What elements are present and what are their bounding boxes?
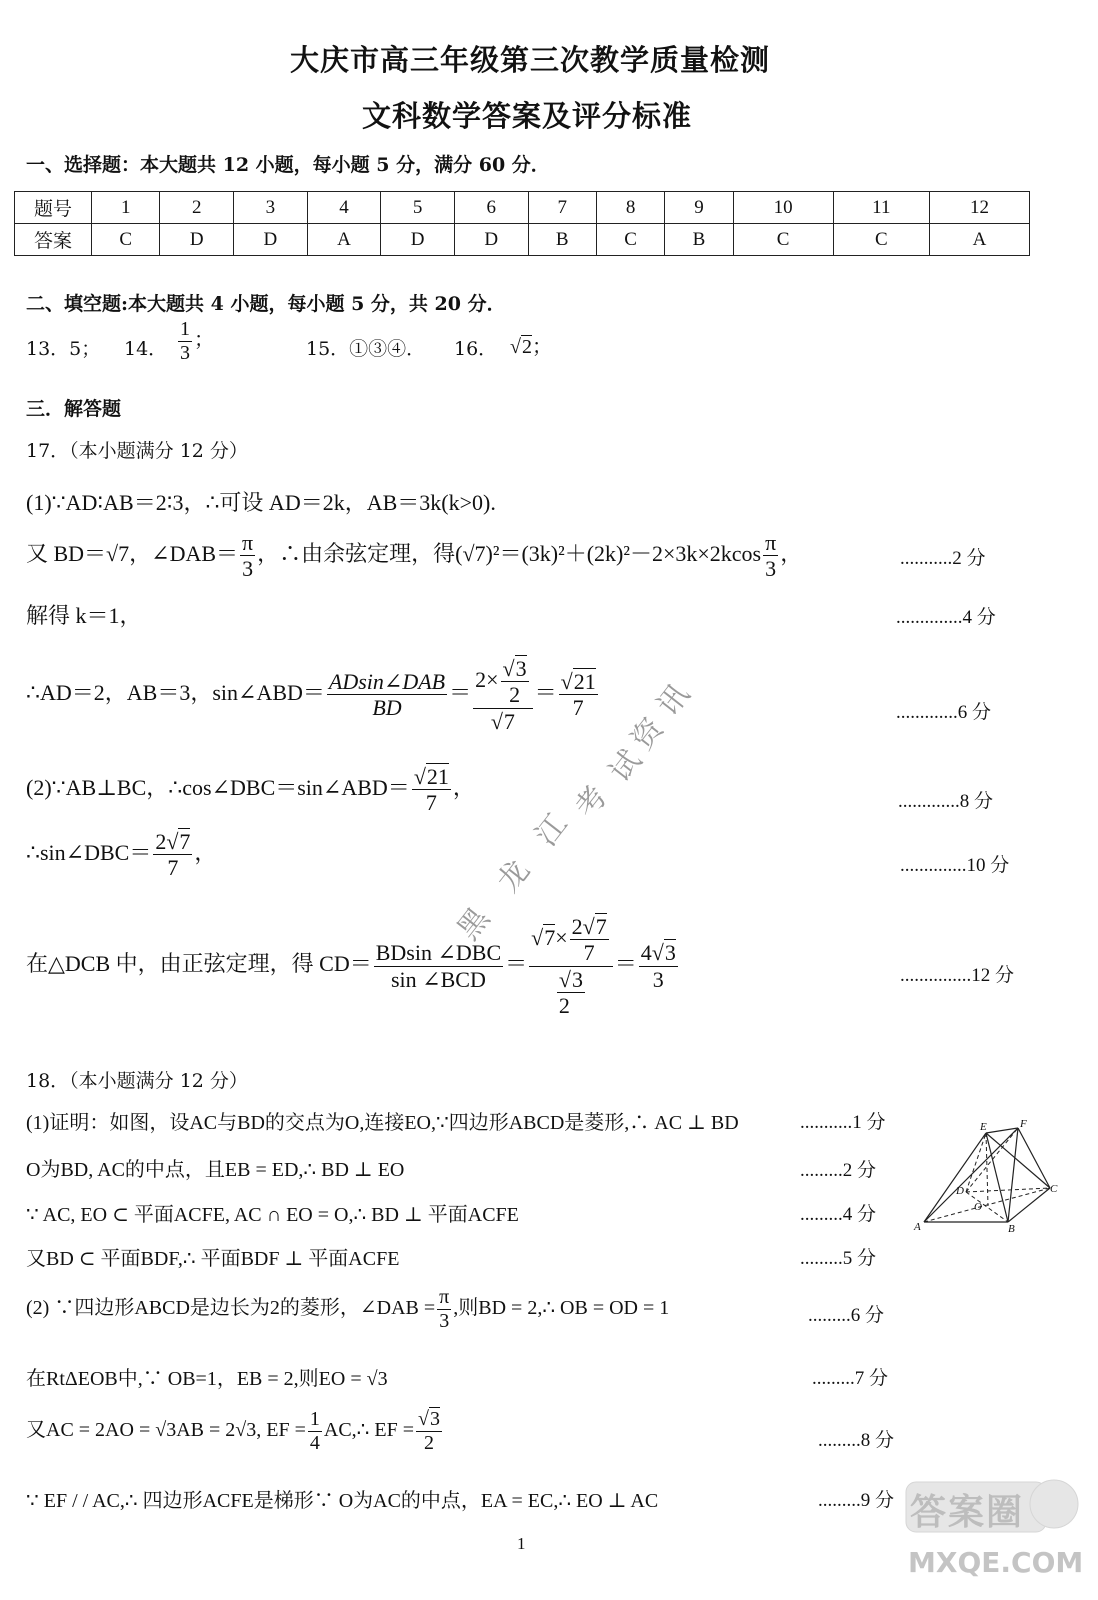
radicand: 21 — [426, 764, 449, 789]
radicand: 7 — [595, 914, 607, 939]
logo-text: 答案圈 — [910, 1492, 1025, 1533]
table-header-label: 题号 — [15, 192, 92, 224]
question-17-title: 17．（本小题满分 12 分） — [26, 440, 248, 462]
q18-line-2: O为BD, AC的中点，且EB = ED,∴ BD ⊥ EO — [26, 1159, 405, 1181]
fraction-denominator: 3 — [765, 556, 777, 582]
answer-14-label: 14． — [124, 338, 168, 360]
table-cell: 2 — [160, 192, 234, 224]
score-mark: .........5 分 — [800, 1248, 877, 1269]
q17-line-2 — [26, 530, 802, 582]
text: 2 — [571, 914, 583, 939]
answer-table — [14, 191, 1030, 256]
score-mark: ...........2 分 — [900, 548, 986, 569]
fraction-denominator: 3 — [652, 966, 664, 992]
q18-line-6: 在RtΔEOB中,∵ OB=1，EB = 2,则EO = √3 — [26, 1368, 388, 1390]
fraction-numerator: π — [242, 530, 254, 555]
table-cell: D — [454, 224, 528, 256]
fraction-numerator: 1 — [309, 1408, 320, 1430]
radicand: 7 — [179, 829, 191, 854]
fraction-denominator: 2 — [509, 682, 521, 708]
q18-line-1: (1)证明：如图，设AC与BD的交点为O,连接EO,∵四边形ABCD是菱形,∴ AC ⊥ BD — [26, 1112, 739, 1134]
answer-15: 15．①③④． — [306, 338, 426, 360]
table-cell: 1 — [92, 192, 160, 224]
table-cell: A — [930, 224, 1030, 256]
site-logo — [904, 1474, 1084, 1594]
point-label-a: A — [914, 1221, 921, 1233]
radicand: 3 — [664, 940, 676, 966]
score-mark: .........7 分 — [812, 1368, 889, 1389]
score-mark: ...............12 分 — [900, 965, 1015, 986]
table-cell: D — [160, 224, 234, 256]
fraction-denominator: 2 — [558, 992, 570, 1018]
fraction-numerator: 1 — [180, 318, 190, 340]
text: 2 — [155, 829, 167, 854]
logo-url: MXQE.COM — [908, 1546, 1084, 1579]
text: ∴AD＝2，AB＝3，sin∠ABD＝ — [26, 679, 325, 705]
q17-line-1: (1)∵AD∶AB＝2∶3，∴可设 AD＝2k，AB＝3k(k>0). — [26, 490, 496, 515]
question-18-title: 18．（本小题满分 12 分） — [26, 1070, 248, 1092]
equals: ＝ — [534, 679, 557, 705]
text: ， — [452, 774, 475, 800]
text: ,则BD = 2,∴ OB = OD = 1 — [453, 1297, 670, 1320]
section-solution-heading: 三．解答题 — [26, 398, 122, 420]
radicand: 3 — [515, 656, 527, 681]
text: ， — [194, 839, 217, 865]
text: 2× — [475, 666, 499, 692]
table-cell: 7 — [528, 192, 596, 224]
table-row-answers — [15, 224, 1030, 256]
q17-line-7: 在△DCB 中，由正弦定理，得 CD＝ $\frac{\text{BDsin ∠DBC}}{\text{sin ∠BCD}}$ ＝ √7× $\frac{2√7}{7}$ $\frac{√3}{2}$ ＝ $\frac{4√3}{3}$ — [26, 914, 676, 1018]
score-mark: ..............4 分 — [896, 607, 996, 628]
table-cell: 3 — [234, 192, 308, 224]
q17-line-6: ∴sin∠DBC＝ $\frac{2√7}{7}$ ， — [26, 829, 217, 881]
table-cell: C — [833, 224, 929, 256]
table-cell: 8 — [596, 192, 664, 224]
fraction-numerator: BDsin ∠DBC — [375, 940, 502, 966]
point-label-b: B — [1008, 1223, 1015, 1235]
separator: ； — [194, 329, 214, 352]
score-mark: .........8 分 — [818, 1430, 895, 1451]
text: AC,∴ EF = — [323, 1419, 415, 1442]
radicand: 7 — [544, 924, 556, 950]
point-label-c: C — [1050, 1183, 1058, 1195]
fraction-denominator: 3 — [242, 556, 254, 582]
table-cell: D — [234, 224, 308, 256]
radicand: 21 — [573, 669, 596, 695]
fraction-denominator: 7 — [425, 790, 437, 816]
q17-line-3: 解得 k＝1， — [26, 603, 142, 628]
point-label-e: E — [980, 1121, 987, 1133]
point-label-f: F — [1020, 1118, 1027, 1130]
radicand: 7 — [503, 708, 515, 734]
table-cell: A — [307, 224, 381, 256]
radicand: 2 — [521, 336, 532, 358]
separator: ； — [531, 336, 552, 358]
fraction-denominator: 3 — [439, 1310, 450, 1332]
watermark-char: 龙 — [490, 853, 537, 899]
score-mark: ...........1 分 — [800, 1112, 886, 1133]
text: (2)∵AB⊥BC，∴cos∠DBC＝sin∠ABD＝ — [26, 774, 410, 800]
text: 又 BD＝√7，∠DAB＝ — [26, 540, 239, 566]
q18-line-7: 又AC = 2AO = √3AB = 2√3, EF = $\frac{1}{4}$ AC,∴ EF = $\frac{√3}{2}$ — [26, 1408, 440, 1454]
table-cell: 10 — [733, 192, 833, 224]
watermark-char: 江 — [528, 807, 575, 853]
score-mark: .........2 分 — [800, 1160, 877, 1181]
q18-line-8: ∵ EF / / AC,∴ 四边形ACFE是梯形∵ O为AC的中点，EA = EC,∴ EO ⊥ AC — [26, 1490, 659, 1512]
score-mark: .............6 分 — [896, 702, 992, 723]
table-cell: D — [381, 224, 455, 256]
fraction-denominator: 3 — [180, 342, 190, 364]
answer-13: 13．5； — [26, 338, 101, 360]
table-header-label: 答案 — [15, 224, 92, 256]
equals: ＝ — [505, 951, 528, 977]
q18-line-4: 又BD ⊂ 平面BDF,∴ 平面BDF ⊥ 平面ACFE — [26, 1248, 400, 1270]
text: ∴sin∠DBC＝ — [26, 839, 152, 865]
table-cell: 4 — [307, 192, 381, 224]
q17-line-5: (2)∵AB⊥BC，∴cos∠DBC＝sin∠ABD＝ $\frac{√21}{7}$ ， — [26, 764, 475, 816]
section-fill-heading: 二、填空题:本大题共 4 小题，每小题 5 分，共 20 分． — [26, 293, 506, 315]
page-title: 大庆市高三年级第三次教学质量检测 — [290, 43, 771, 77]
table-row-numbers — [15, 192, 1030, 224]
score-mark: .........9 分 — [818, 1490, 895, 1511]
fraction-denominator: sin ∠BCD — [391, 966, 486, 992]
fraction-denominator: 7 — [167, 855, 179, 881]
watermark-char: 考 — [568, 779, 615, 825]
fraction-denominator: 7 — [583, 940, 595, 966]
geometry-figure — [910, 1118, 1060, 1236]
radicand: 3 — [430, 1408, 440, 1430]
table-cell: B — [665, 224, 733, 256]
section-choice-heading: 一、选择题：本大题共 12 小题，每小题 5 分，满分 60 分． — [26, 154, 550, 176]
point-label-o: O — [974, 1201, 982, 1213]
table-cell: C — [733, 224, 833, 256]
score-mark: .............8 分 — [898, 791, 994, 812]
q18-line-3: ∵ AC, EO ⊂ 平面ACFE, AC ∩ EO = O,∴ BD ⊥ 平面ACFE — [26, 1204, 519, 1226]
text: 在△DCB 中，由正弦定理，得 CD＝ — [26, 951, 372, 977]
table-cell: 5 — [381, 192, 455, 224]
page-subtitle: 文科数学答案及评分标准 — [362, 99, 693, 133]
watermark-char: 试 — [602, 743, 649, 789]
watermark-char: 资 — [624, 711, 671, 757]
score-mark: ..............10 分 — [900, 855, 1010, 876]
text: ， — [780, 540, 803, 566]
text: 4 — [640, 940, 652, 966]
table-cell: 11 — [833, 192, 929, 224]
q18-line-5 — [26, 1286, 669, 1333]
radicand: 3 — [571, 966, 583, 992]
table-cell: 6 — [454, 192, 528, 224]
text: ，∴由余弦定理，得(√7)²＝(3k)²＋(2k)²－2×3k×2kcos — [257, 540, 762, 566]
table-cell: 9 — [665, 192, 733, 224]
table-cell: C — [596, 224, 664, 256]
fraction-numerator: π — [765, 530, 777, 555]
fraction-denominator: 2 — [424, 1432, 434, 1454]
answer-16-value: √2； — [510, 336, 552, 358]
fraction-denominator: BD — [372, 695, 402, 721]
point-label-d: D — [956, 1185, 964, 1197]
text: (2) ∵四边形ABCD是边长为2的菱形，∠DAB = — [26, 1297, 436, 1320]
score-mark: .........4 分 — [800, 1204, 877, 1225]
watermark-char: 黑 — [450, 901, 497, 947]
fraction-numerator: π — [439, 1286, 450, 1308]
answer-14-fraction — [176, 318, 214, 365]
fraction-denominator: 4 — [309, 1432, 320, 1454]
page-number: 1 — [517, 1534, 526, 1553]
table-cell: 12 — [930, 192, 1030, 224]
fraction-denominator: 7 — [572, 695, 584, 721]
equals: ＝ — [449, 679, 472, 705]
equals: ＝ — [614, 951, 637, 977]
fraction-numerator: ADsin∠DAB — [328, 669, 446, 695]
table-cell: B — [528, 224, 596, 256]
table-cell: C — [92, 224, 160, 256]
score-mark: .........6 分 — [808, 1305, 885, 1326]
q17-line-4: ∴AD＝2，AB＝3，sin∠ABD＝ $\frac{\text{ADsin∠DAB}}{BD}$ ＝ 2× $\frac{√3}{2}$ √7 ＝ $\frac{√21}{7}$ — [26, 656, 596, 734]
text: 又AC = 2AO = √3AB = 2√3, EF = — [26, 1419, 306, 1442]
watermark-char: 讯 — [650, 677, 697, 723]
answer-16-label: 16． — [454, 338, 498, 360]
